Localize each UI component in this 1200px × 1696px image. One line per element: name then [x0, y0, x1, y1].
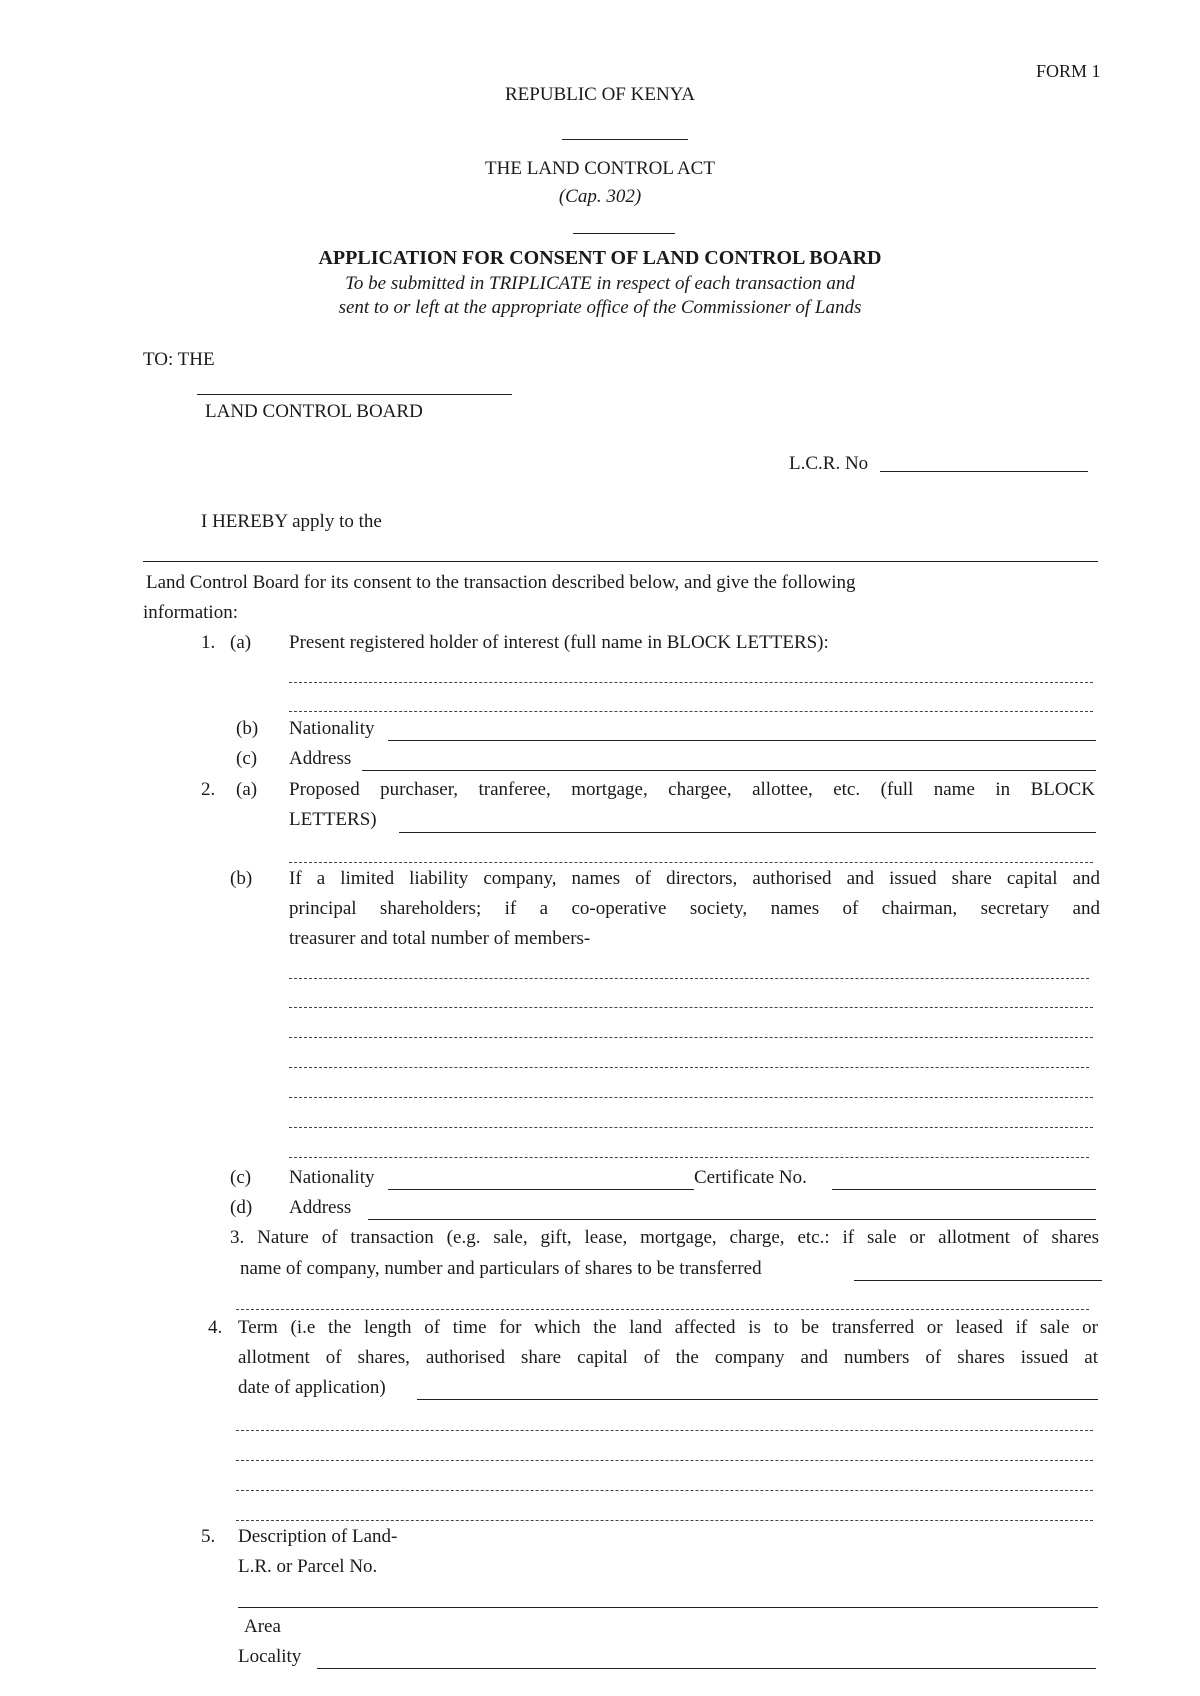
parcel-line[interactable] [238, 1607, 1098, 1608]
board-fill-line[interactable] [143, 561, 1098, 562]
divider [573, 233, 675, 234]
members-line[interactable] [289, 1067, 1089, 1068]
item-label: (c) [230, 1167, 252, 1188]
address-label: Address [289, 1197, 352, 1218]
purchaser-name-line[interactable] [289, 862, 1093, 863]
purchaser-name-line[interactable] [399, 832, 1096, 833]
parcel-label: L.R. or Parcel No. [238, 1556, 378, 1577]
transaction-line[interactable] [236, 1309, 1089, 1310]
term-line[interactable] [236, 1520, 1093, 1521]
divider [562, 139, 688, 140]
nationality-label: Nationality [289, 1167, 375, 1188]
term-line[interactable] [236, 1490, 1093, 1491]
instruction-line: sent to or left at the appropriate office of the Commissioner of Lands [338, 297, 862, 318]
term-question: date of application) [238, 1377, 386, 1398]
members-line[interactable] [289, 978, 1089, 979]
item-label: (d) [230, 1197, 253, 1218]
lcr-number-line[interactable] [880, 471, 1088, 472]
holder-question: Present registered holder of interest (full name in BLOCK LETTERS): [289, 632, 829, 653]
address-line[interactable] [368, 1219, 1096, 1220]
board-label: LAND CONTROL BOARD [205, 401, 423, 422]
term-question: Term (i.e the length of time for which the land affected is to be transferred or leased if sale or [238, 1317, 1098, 1338]
transaction-question: name of company, number and particulars of shares to be transferred [240, 1258, 762, 1279]
holder-name-line[interactable] [289, 682, 1093, 683]
purchaser-question: LETTERS) [289, 809, 377, 830]
members-line[interactable] [289, 1097, 1093, 1098]
term-line[interactable] [417, 1399, 1098, 1400]
nationality-line[interactable] [388, 1189, 694, 1190]
holder-name-line[interactable] [289, 711, 1093, 712]
locality-line[interactable] [317, 1668, 1096, 1669]
item-label: (a) [236, 779, 258, 800]
term-line[interactable] [236, 1430, 1093, 1431]
purchaser-question: Proposed purchaser, tranferee, mortgage, chargee, allottee, etc. (full name in BLOCK [289, 779, 1095, 800]
company-question: treasurer and total number of members- [289, 928, 591, 949]
apply-text: I HEREBY apply to the [201, 511, 382, 532]
certificate-label: Certificate No. [694, 1167, 807, 1188]
term-line[interactable] [236, 1460, 1093, 1461]
item-label: (a) [230, 632, 252, 653]
nationality-line[interactable] [388, 740, 1096, 741]
area-label: Area [244, 1616, 281, 1637]
company-question: If a limited liability company, names of directors, authorised and issued share capital and [289, 868, 1100, 889]
members-line[interactable] [289, 1157, 1089, 1158]
item-number: 5. [201, 1526, 216, 1547]
page-title: APPLICATION FOR CONSENT OF LAND CONTROL BOARD [318, 247, 882, 269]
to-label: TO: THE [143, 349, 215, 370]
item-label: (b) [230, 868, 253, 889]
transaction-line[interactable] [854, 1280, 1102, 1281]
company-question: principal shareholders; if a co-operative society, names of chairman, secretary and [289, 898, 1100, 919]
item-label: (b) [236, 718, 259, 739]
board-name-line[interactable] [197, 394, 512, 395]
members-line[interactable] [289, 1007, 1093, 1008]
intro-text: information: [143, 602, 238, 623]
transaction-question: 3. Nature of transaction (e.g. sale, gift, lease, mortgage, charge, etc.: if sale or allotment of shares [230, 1227, 1099, 1248]
republic-heading: REPUBLIC OF KENYA [504, 84, 696, 105]
instruction-line: To be submitted in TRIPLICATE in respect of each transaction and [345, 273, 855, 294]
item-number: 1. [201, 632, 216, 653]
form-number: FORM 1 [1036, 61, 1101, 81]
members-line[interactable] [289, 1037, 1093, 1038]
locality-label: Locality [238, 1646, 302, 1667]
term-question: allotment of shares, authorised share capital of the company and numbers of shares issued at [238, 1347, 1098, 1368]
members-line[interactable] [289, 1127, 1093, 1128]
cap-reference: (Cap. 302) [558, 186, 642, 207]
item-label: (c) [236, 748, 258, 769]
certificate-line[interactable] [832, 1189, 1096, 1190]
nationality-label: Nationality [289, 718, 375, 739]
address-label: Address [289, 748, 352, 769]
intro-text: Land Control Board for its consent to the transaction described below, and give the following [146, 572, 856, 593]
item-number: 4. [208, 1317, 223, 1338]
item-number: 2. [201, 779, 216, 800]
act-heading: THE LAND CONTROL ACT [485, 158, 715, 179]
lcr-label: L.C.R. No [789, 453, 869, 474]
address-line[interactable] [362, 770, 1096, 771]
land-description-title: Description of Land- [238, 1526, 398, 1547]
